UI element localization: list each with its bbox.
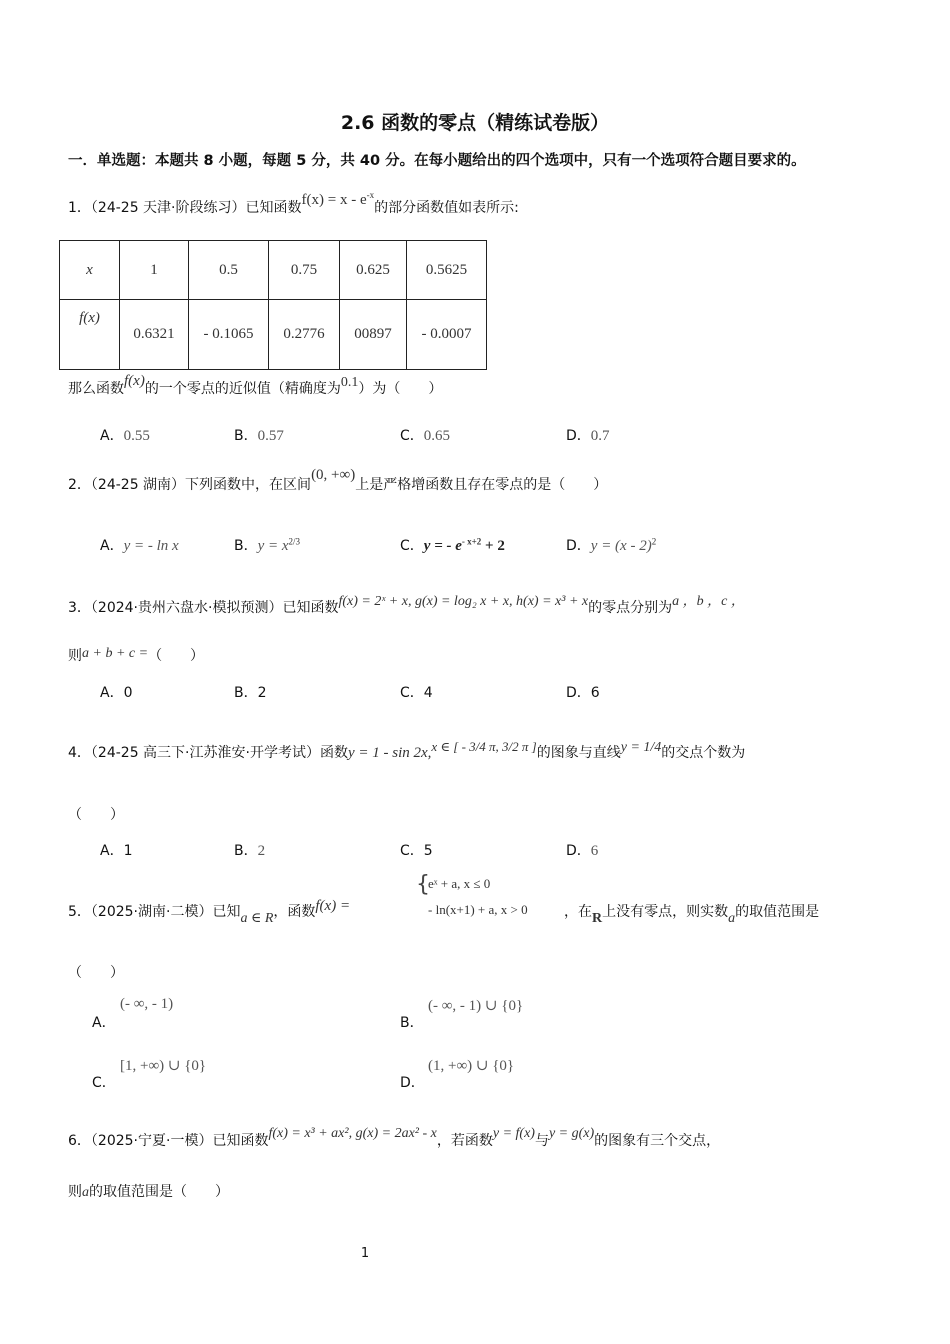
table-header-cell: 0.625 xyxy=(340,241,407,300)
question-3: 3．（2024·贵州六盘水·模拟预测）已知函数f(x) = 2ˣ + x, g(x) = log₂ x + x, h(x) = x³ + x的零点分别为a ，b ，c ， xyxy=(68,594,745,616)
formula: f(x) xyxy=(124,373,145,389)
option-d: D．y = (x - 2)$^2$ xyxy=(566,536,657,554)
question-6-line2: 则a的取值范围是（ ） xyxy=(68,1184,229,1200)
question-5: 5．（2025·湖南·二模）已知a ∈ R，函数f(x) = xyxy=(68,898,351,926)
option-d: D． xyxy=(400,1075,425,1091)
option-c: C．0.65 xyxy=(400,428,451,444)
page-number: 1 xyxy=(360,1246,370,1261)
option-a: A．0.55 xyxy=(100,428,150,444)
piecewise-brace: { xyxy=(416,872,430,897)
piecewise-case-2: - ln(x+1) + a, x > 0 xyxy=(428,902,528,917)
question-4-paren: （ ） xyxy=(68,807,124,823)
option-c: C．y = - $e^{- x+2} + 2$ xyxy=(400,536,505,554)
table-header-cell: 0.5625 xyxy=(407,241,487,300)
option-d: D．6 xyxy=(566,843,599,859)
section-heading: 一．单选题：本题共 8 小题，每题 5 分，共 40 分。在每小题给出的四个选项中，只有一个选项符合题目要求的。 xyxy=(68,153,806,169)
piecewise-case-1: eˣ + a, x ≤ 0 xyxy=(428,876,491,891)
table-header-cell: 0.75 xyxy=(269,241,340,300)
table-header-cell: 0.5 xyxy=(189,241,269,300)
formula: y = 1 - sin 2x, xyxy=(347,745,432,761)
table-cell: f(x) xyxy=(60,300,120,370)
formula: f(x) = xyxy=(315,898,351,914)
option-b: B．0.57 xyxy=(234,428,284,444)
table-cell: 00897 xyxy=(340,300,407,370)
table-header-cell: 1 xyxy=(120,241,189,300)
formula: (0, +∞) xyxy=(311,467,356,483)
option-a: A．y = - ln x xyxy=(100,538,179,554)
formula: y = f(x) xyxy=(492,1126,535,1141)
table-cell: 0.2776 xyxy=(269,300,340,370)
question-1-stem: 那么函数f(x)的一个零点的近似值（精确度为0.1）为（ ） xyxy=(68,373,443,397)
question-6: 6．（2025·宁夏·一模）已知函数f(x) = x³ + ax², g(x) = 2ax² - x，若函数y = f(x)与y = g(x)的图象有三个交点， xyxy=(68,1126,721,1149)
option-a-value: (- ∞, - 1) xyxy=(120,996,174,1012)
option-d: D．0.7 xyxy=(566,428,610,444)
option-b: B．2 xyxy=(234,685,267,701)
question-2: 2．（24-25 湖南）下列函数中，在区间(0, +∞)上是严格增函数且存在零点的是（ ） xyxy=(68,467,608,493)
formula: a ，b ，c ， xyxy=(672,594,745,609)
formula: 0.1 xyxy=(340,375,359,390)
table-cell: 0.6321 xyxy=(120,300,189,370)
option-d: D．6 xyxy=(566,685,600,701)
table-cell: - 0.0007 xyxy=(407,300,487,370)
table-cell: - 0.1065 xyxy=(189,300,269,370)
option-a: A．0 xyxy=(100,685,133,701)
value-table xyxy=(59,240,487,370)
option-b-value: (- ∞, - 1) ∪ {0} xyxy=(428,998,524,1014)
option-c: C．5 xyxy=(400,843,433,859)
question-5-tail: ，在R上没有零点，则实数a的取值范围是 xyxy=(564,904,820,926)
question-5-paren: （ ） xyxy=(68,965,124,981)
formula: f(x) = 2ˣ + x, g(x) = log₂ x + x, h(x) = x³ + x xyxy=(338,594,589,609)
question-3-line2: 则a + b + c =（ ） xyxy=(68,646,205,664)
option-b: B．2 xyxy=(234,843,266,859)
formula: y = 1/4 xyxy=(620,740,662,755)
formula: x ∈ [ - 3/4 π, 3/2 π ] xyxy=(431,739,537,754)
formula: $f(x) = x - e^{-x}$ xyxy=(301,190,375,208)
page-title: 2.6 函数的零点（精练试卷版） xyxy=(340,112,610,134)
question-1 xyxy=(68,190,519,217)
option-b: B． xyxy=(400,1015,424,1031)
option-a: A．1 xyxy=(100,843,133,859)
formula: y = g(x) xyxy=(548,1126,595,1141)
question-number: 1． xyxy=(68,200,91,216)
table-header-cell: x xyxy=(60,241,120,300)
option-d-value: (1, +∞) ∪ {0} xyxy=(428,1058,515,1074)
option-c-value: [1, +∞) ∪ {0} xyxy=(120,1058,207,1074)
option-c: C． xyxy=(92,1075,116,1091)
formula: a + b + c = xyxy=(82,646,149,661)
question-text: 的部分函数值如表所示: xyxy=(374,200,519,216)
question-4: 4．（24-25 高三下·江苏淮安·开学考试）函数y = 1 - sin 2x,x ∈ [ - 3/4 π, 3/2 π ]的图象与直线y = 1/4的交点个数为 xyxy=(68,739,746,761)
question-source: （24-25 天津·阶段练习）已知函数 xyxy=(90,200,302,216)
formula: a ∈ R xyxy=(240,911,274,926)
option-b: B．$y = x^{2/3}$ xyxy=(234,536,301,554)
formula: f(x) = x³ + ax², g(x) = 2ax² - x xyxy=(268,1126,437,1141)
option-c: C．4 xyxy=(400,685,433,701)
option-a: A． xyxy=(92,1015,116,1031)
